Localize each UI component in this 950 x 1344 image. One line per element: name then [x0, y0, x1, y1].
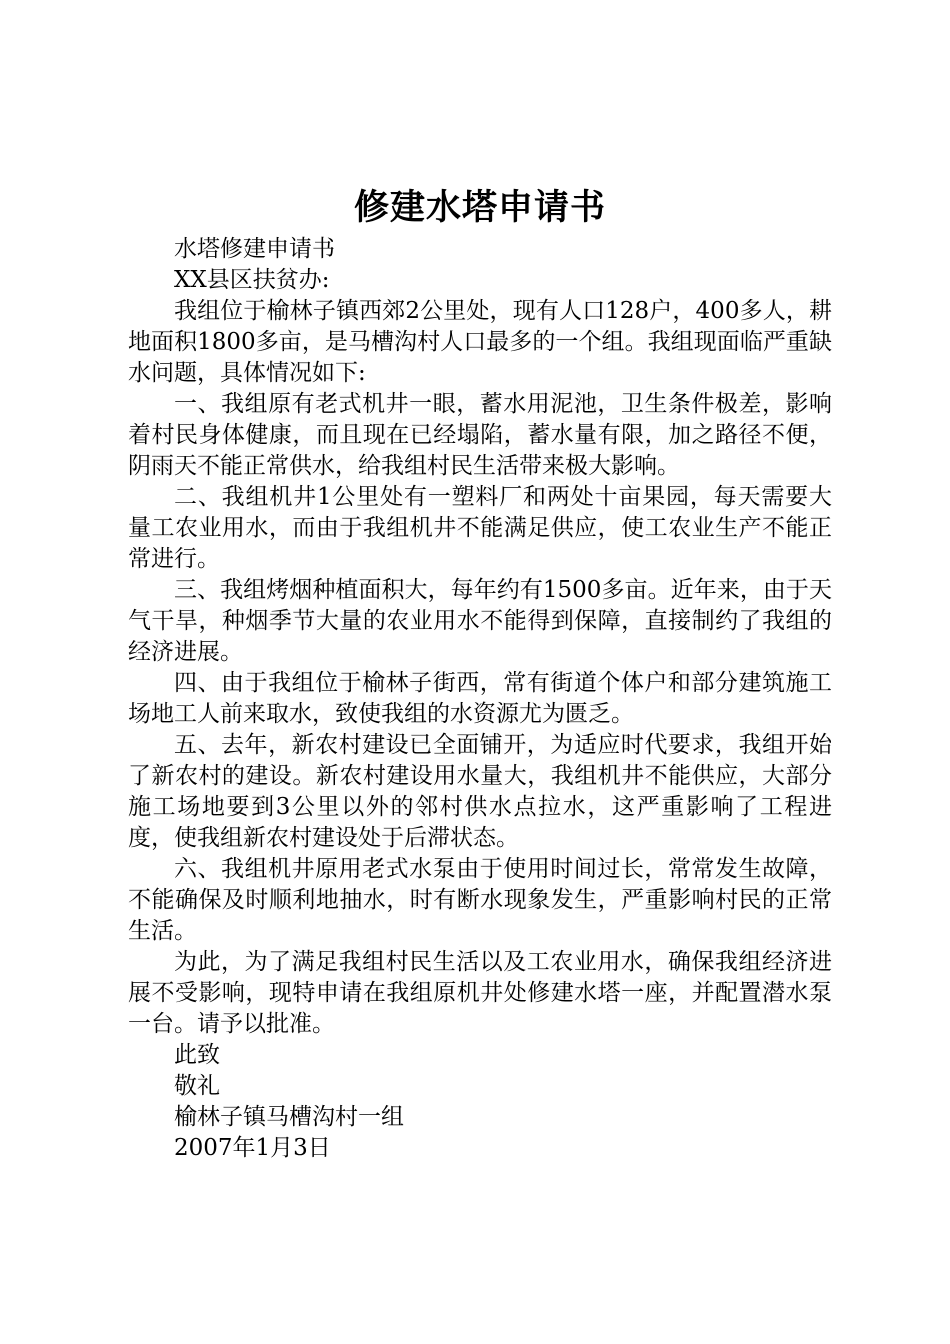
- paragraph-point-3: 三、我组烤烟种植面积大，每年约有1500多亩。近年来，由于天气干旱，种烟季节大量的农业用水不能得到保障，直接制约了我组的经济进展。: [128, 577, 832, 665]
- closing-salutation-1: 此致: [174, 1042, 220, 1068]
- paragraph-request: 为此，为了满足我组村民生活以及工农业用水，确保我组经济进展不受影响，现特申请在我组原机井处修建水塔一座，并配置潜水泵一台。请予以批准。: [128, 949, 832, 1037]
- paragraph-point-1: 一、我组原有老式机井一眼，蓄水用泥池，卫生条件极差，影响着村民身体健康，而且现在已经塌陷，蓄水量有限，加之路径不便，阴雨天不能正常供水，给我组村民生活带来极大影响。: [128, 391, 832, 479]
- paragraph-point-2: 二、我组机井1公里处有一塑料厂和两处十亩果园，每天需要大量工农业用水，而由于我组机井不能满足供应，使工农业生产不能正常进行。: [128, 484, 832, 572]
- paragraph-point-6: 六、我组机井原用老式水泵由于使用时间过长，常常发生故障，不能确保及时顺利地抽水，时有断水现象发生，严重影响村民的正常生活。: [128, 856, 832, 944]
- paragraph-intro: 我组位于榆林子镇西郊2公里处，现有人口128户，400多人，耕地面积1800多亩，是马槽沟村人口最多的一个组。我组现面临严重缺水问题，具体情况如下:: [128, 298, 832, 386]
- signature-line: 榆林子镇马槽沟村一组: [174, 1104, 404, 1130]
- document-body: [128, 234, 832, 1164]
- paragraph-point-4: 四、由于我组位于榆林子街西，常有街道个体户和部分建筑施工场地工人前来取水，致使我组的水资源尤为匮乏。: [128, 670, 832, 727]
- date-line: 2007年1月3日: [174, 1135, 331, 1161]
- document-title: 修建水塔申请书: [353, 188, 606, 228]
- paragraph-point-5: 五、去年，新农村建设已全面铺开，为适应时代要求，我组开始了新农村的建设。新农村建设用水量大，我组机井不能供应，大部分施工场地要到3公里以外的邻村供水点拉水，这严重影响了工程进度，使我组新农村建设处于后滞状态。: [128, 732, 832, 851]
- recipient-line: XX县区扶贫办:: [174, 267, 330, 293]
- document-subtitle: 水塔修建申请书: [174, 236, 335, 262]
- closing-salutation-2: 敬礼: [174, 1073, 220, 1099]
